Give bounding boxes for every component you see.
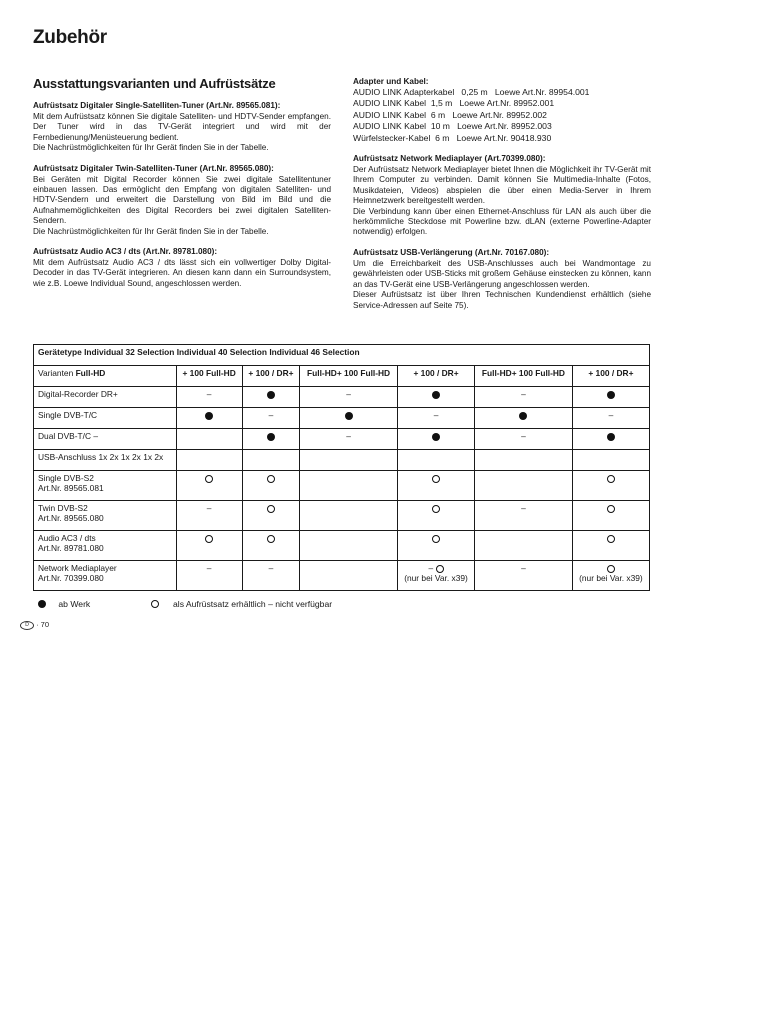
cell-note: (nur bei Var. x39) xyxy=(579,573,643,583)
section-twin-sat xyxy=(33,163,331,237)
section-body: Mit dem Aufrüstsatz können Sie digitale Satelliten- und HDTV-Sender empfangen. Der Tuner wird in das TV-Gerät integriert und wird mit der Fernbedienung/Menüsteuerung bedient. Die Nachrüstmöglichkeiten für Ihr Gerät finden Sie in der Tabelle. xyxy=(33,112,331,153)
table-cell xyxy=(176,387,242,408)
cell-value xyxy=(577,389,645,399)
row-label xyxy=(34,561,177,591)
language-icon: D xyxy=(20,621,34,630)
table-cell xyxy=(572,429,649,450)
table-cell xyxy=(242,531,300,561)
row-label xyxy=(34,450,177,471)
row-article-number: Art.Nr. 89781.080 xyxy=(38,543,104,553)
table-cell xyxy=(475,561,573,591)
ring-icon xyxy=(205,535,213,543)
table-cell xyxy=(572,408,649,429)
section-body: Mit dem Aufrüstsatz Audio AC3 / dts lässt sich ein vollwertiger Dolby Digital-Decoder in das TV-Gerät integrieren. An diesen kann dann ein Surroundsystem, wie z.B. Loewe Individual Sound, angeschlossen werden. xyxy=(33,258,331,288)
table-cell xyxy=(300,471,398,501)
filled-dot-icon xyxy=(267,391,275,399)
cell-value xyxy=(479,410,568,420)
cell-value: – xyxy=(402,563,470,573)
cable-item: Würfelstecker-Kabel 6 m Loewe Art.Nr. 90418.930 xyxy=(353,132,552,143)
filled-dot-icon xyxy=(38,600,46,608)
table-row xyxy=(34,501,650,531)
table-row xyxy=(34,561,650,591)
section-title: Aufrüstsatz Audio AC3 / dts (Art.Nr. 89781.080): xyxy=(33,247,218,257)
cell-value xyxy=(181,533,238,543)
table-cell xyxy=(176,450,242,471)
cell-value: – xyxy=(521,563,526,573)
section-title: Aufrüstsatz Digitaler Twin-Satelliten-Tuner (Art.Nr. 89565.080): xyxy=(33,163,274,173)
table-cell xyxy=(397,429,474,450)
filled-dot-icon xyxy=(345,412,353,420)
section-audio xyxy=(33,246,331,289)
cell-value: – xyxy=(521,503,526,513)
section-title: Aufrüstsatz Digitaler Single-Satelliten-Tuner (Art.Nr. 89565.081): xyxy=(33,101,281,110)
row-label-text: Network Mediaplayer xyxy=(38,563,117,573)
table-cell xyxy=(176,561,242,591)
cell-value xyxy=(577,533,645,543)
cable-item: AUDIO LINK Kabel 10 m Loewe Art.Nr. 89952.003 xyxy=(353,121,552,132)
table-row xyxy=(34,408,650,429)
filled-dot-icon xyxy=(267,433,275,441)
row-label-text: Digital-Recorder DR+ xyxy=(38,389,118,399)
table-cell xyxy=(176,501,242,531)
page-footer xyxy=(20,620,49,630)
legend xyxy=(38,598,332,609)
cables-title: Adapter und Kabel: xyxy=(353,77,429,86)
table-cell xyxy=(300,408,398,429)
row-label xyxy=(34,501,177,531)
cell-value xyxy=(304,410,393,420)
row-label xyxy=(34,408,177,429)
legend-factory: ab Werk xyxy=(58,598,91,609)
cell-value: – xyxy=(206,563,212,573)
cell-value xyxy=(247,389,296,399)
row-article-number: Art.Nr. 89565.080 xyxy=(38,513,104,523)
cell-value: – xyxy=(521,431,526,441)
section-single-sat xyxy=(33,100,331,154)
right-column xyxy=(353,76,651,320)
variants-first: Full-HD xyxy=(75,368,106,378)
table-cell xyxy=(300,501,398,531)
cell-value xyxy=(577,431,645,441)
table-cell xyxy=(242,561,300,591)
cell-value xyxy=(247,431,296,441)
cell-value xyxy=(247,473,296,483)
ring-icon xyxy=(432,505,440,513)
table-row xyxy=(34,471,650,501)
table-cell xyxy=(242,450,300,471)
cell-value: – xyxy=(268,410,274,420)
table-cell xyxy=(397,387,474,408)
table-cell xyxy=(475,450,573,471)
ring-icon xyxy=(432,535,440,543)
table-cell xyxy=(475,429,573,450)
row-label xyxy=(34,471,177,501)
ring-icon xyxy=(607,505,615,513)
variant-header: + 100 / DR+ xyxy=(397,366,474,387)
features-table xyxy=(33,344,650,591)
row-article-number: Art.Nr. 70399.080 xyxy=(38,573,104,583)
ring-icon xyxy=(267,505,275,513)
table-cell xyxy=(300,561,398,591)
table-cell xyxy=(397,450,474,471)
section-mediaplayer xyxy=(353,153,651,238)
ring-icon xyxy=(432,475,440,483)
section-title: Aufrüstsatz USB-Verlängerung (Art.Nr. 70167.080): xyxy=(353,247,550,257)
cell-value: – xyxy=(433,410,439,420)
row-label xyxy=(34,387,177,408)
cell-value xyxy=(402,473,470,483)
cell-value xyxy=(402,389,470,399)
cell-value: – xyxy=(346,431,351,441)
cell-value: – xyxy=(206,503,212,513)
table-row xyxy=(34,387,650,408)
table-cell xyxy=(572,450,649,471)
cable-item: AUDIO LINK Kabel 6 m Loewe Art.Nr. 89952.002 xyxy=(353,109,547,120)
cell-value xyxy=(402,431,470,441)
cell-value: – xyxy=(268,563,274,573)
table-cell xyxy=(242,387,300,408)
section-body: Bei Geräten mit Digital Recorder können Sie zwei digitale Satellitentuner einbauen lassen. Das ermöglicht den Empfang von digitalen Satelliten- und HDTV-Sendern und erweitert die Darstellung von Bild im Bild und die Aufnahmemöglichkeiten des Digital Recorders bei zwei digitalen Satelliten-Sendern. Die Nachrüstmöglichkeiten für Ihr Gerät finden Sie in der Tabelle. xyxy=(33,174,331,236)
page-number: · 70 xyxy=(36,620,50,629)
filled-dot-icon xyxy=(205,412,213,420)
table-cell xyxy=(475,387,573,408)
table-cell xyxy=(242,501,300,531)
page-title: Zubehör xyxy=(33,27,107,48)
filled-dot-icon xyxy=(432,391,440,399)
table-cell xyxy=(397,501,474,531)
variant-header: + 100 / DR+ xyxy=(572,366,649,387)
cell-value xyxy=(181,410,238,420)
variants-label-text: Varianten xyxy=(38,368,74,378)
ring-icon xyxy=(607,475,615,483)
filled-dot-icon xyxy=(519,412,527,420)
table-cell xyxy=(176,531,242,561)
ring-icon xyxy=(607,535,615,543)
cell-value: – xyxy=(206,389,212,399)
cell-value xyxy=(402,503,470,513)
cell-value: – xyxy=(521,389,526,399)
table-cell xyxy=(300,450,398,471)
table-cell xyxy=(397,408,474,429)
variant-header: Full-HD+ 100 Full-HD xyxy=(300,366,398,387)
row-label xyxy=(34,531,177,561)
cell-value xyxy=(247,503,296,513)
cell-value: – xyxy=(608,410,614,420)
row-article-number: Art.Nr. 89565.081 xyxy=(38,483,104,493)
filled-dot-icon xyxy=(607,433,615,441)
table-cell xyxy=(572,471,649,501)
table-row xyxy=(34,531,650,561)
filled-dot-icon xyxy=(607,391,615,399)
row-label-text: Twin DVB-S2 xyxy=(38,503,88,513)
table-header: Gerätetype Individual 32 Selection Individual 40 Selection Individual 46 Selection xyxy=(34,345,650,366)
table-row xyxy=(34,429,650,450)
cell-note: (nur bei Var. x39) xyxy=(404,573,468,583)
table-cell xyxy=(397,531,474,561)
cable-item: AUDIO LINK Kabel 1,5 m Loewe Art.Nr. 89952.001 xyxy=(353,98,555,109)
table-cell xyxy=(176,408,242,429)
table-cell xyxy=(242,408,300,429)
left-column xyxy=(33,76,331,298)
variant-header: + 100 Full-HD xyxy=(176,366,242,387)
row-label xyxy=(34,429,177,450)
cell-value xyxy=(577,473,645,483)
table-cell xyxy=(300,387,398,408)
row-label-text: Audio AC3 / dts xyxy=(38,533,96,543)
cell-value xyxy=(247,533,296,543)
variant-header: + 100 / DR+ xyxy=(242,366,300,387)
table-row xyxy=(34,450,650,471)
cell-value xyxy=(402,533,470,543)
row-label-text: Single DVB-T/C xyxy=(38,410,98,420)
table-cell xyxy=(242,471,300,501)
legend-kit: als Aufrüstsatz erhältlich – nicht verfügbar xyxy=(173,598,333,609)
filled-dot-icon xyxy=(432,433,440,441)
table-cell xyxy=(475,408,573,429)
ring-icon xyxy=(205,475,213,483)
table-cell xyxy=(176,471,242,501)
ring-icon xyxy=(267,475,275,483)
ring-icon xyxy=(436,565,444,573)
section-body: Der Aufrüstsatz Network Mediaplayer bietet Ihnen die Möglichkeit ihr TV-Gerät mit Ihrem Computer zu verbinden. Damit können Sie Multimedia-Inhalte (Fotos, Musikdateien, Videos) abspielen die über einen Media-Server in Ihrem Heimnetzwerk bereitgestellt werden. Die Verbindung kann über einen Ethernet-Anschluss für LAN als auch über die herkömmliche Steckdose mit Powerline bzw. dLAN (externe Powerline-Adapter notwendig) erfolgen. xyxy=(353,165,651,237)
section-title: Aufrüstsatz Network Mediaplayer (Art.70399.080): xyxy=(353,154,546,164)
section-body: Um die Erreichbarkeit des USB-Anschlusses auch bei Wandmontage zu gewährleisten oder USB-Sticks mit großem Gehäuse einstecken zu können, kann an das TV-Gerät eine USB-Verlängerung angeschlossen werden. Dieser Aufrüstsatz ist über Ihren Technischen Kundendienst erhältlich (siehe Service-Adressen auf Seite 75). xyxy=(353,258,651,310)
variant-header: Full-HD+ 100 Full-HD xyxy=(475,366,573,387)
ring-icon xyxy=(607,565,615,573)
section-usb xyxy=(353,247,651,311)
table-cell xyxy=(397,561,474,591)
table-cell xyxy=(475,501,573,531)
table-cell xyxy=(572,387,649,408)
cell-value xyxy=(181,473,238,483)
table-cell xyxy=(572,531,649,561)
cell-value xyxy=(577,503,645,513)
section-heading: Ausstattungsvarianten und Aufrüstsätze xyxy=(33,76,276,91)
row-label-text: Dual DVB-T/C – xyxy=(38,431,99,441)
cable-item: AUDIO LINK Adapterkabel 0,25 m Loewe Art.Nr. 89954.001 xyxy=(353,87,590,97)
table-cell xyxy=(300,429,398,450)
cell-value xyxy=(577,563,645,573)
table-cell xyxy=(176,429,242,450)
table-cell xyxy=(397,471,474,501)
ring-icon xyxy=(151,600,159,608)
section-cables xyxy=(353,76,651,144)
table-cell xyxy=(475,471,573,501)
table-cell xyxy=(572,561,649,591)
table-cell xyxy=(300,531,398,561)
table-cell xyxy=(475,531,573,561)
row-label-text: USB-Anschluss 1x 2x 1x 2x 1x 2x xyxy=(38,452,164,462)
table-cell xyxy=(572,501,649,531)
row-label-text: Single DVB-S2 xyxy=(38,473,94,483)
cell-value: – xyxy=(346,389,351,399)
ring-icon xyxy=(267,535,275,543)
variants-label xyxy=(34,366,177,387)
table-cell xyxy=(242,429,300,450)
